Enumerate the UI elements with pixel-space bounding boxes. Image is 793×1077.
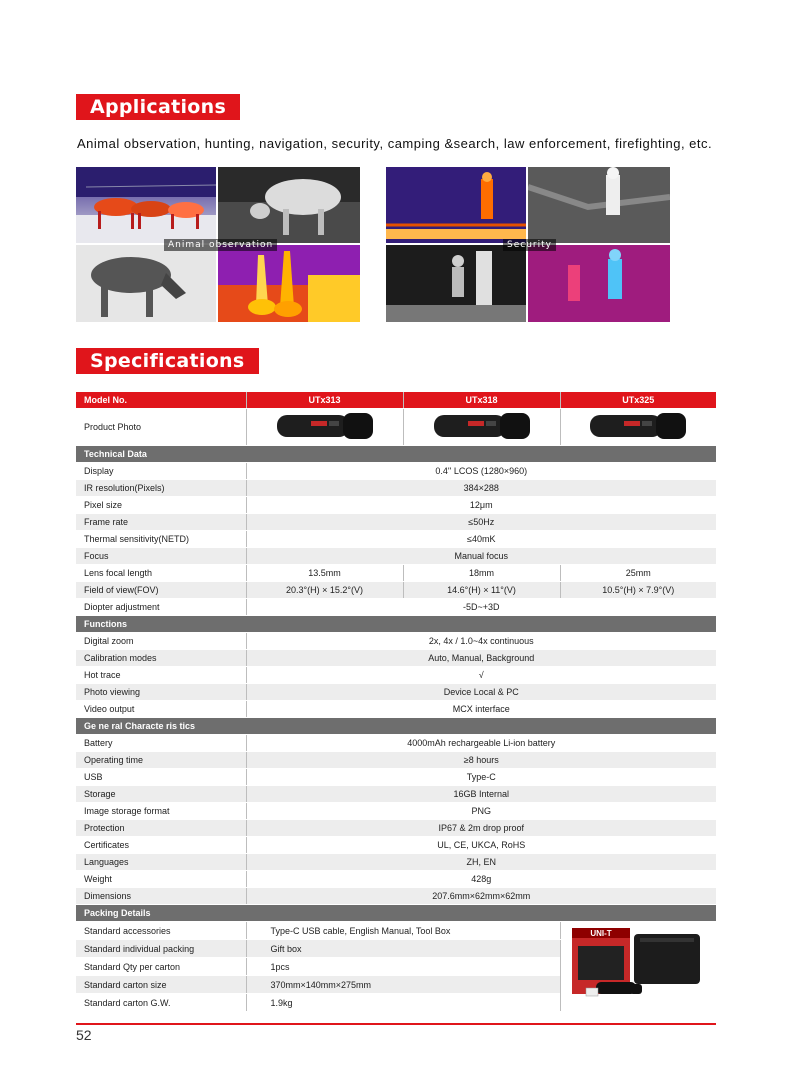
spec-label: IR resolution(Pixels) (76, 480, 246, 497)
spec-value: UL, CE, UKCA, RoHS (246, 837, 716, 854)
spec-label: Video output (76, 701, 246, 718)
spec-value: Gift box (246, 940, 560, 958)
spec-value: 13.5mm (246, 565, 403, 582)
spec-label: Dimensions (76, 888, 246, 905)
spec-label: Operating time (76, 752, 246, 769)
animal-observation-caption: Animal observation (164, 239, 277, 251)
specifications-heading: Specifications (76, 348, 259, 374)
product-photo-utx325 (560, 409, 716, 446)
animal-observation-photos (76, 167, 360, 322)
model-no-label: Model No. (76, 392, 246, 409)
spec-value: Type-C USB cable, English Manual, Tool Box (246, 922, 560, 940)
spec-value: √ (246, 667, 716, 684)
footer-divider (76, 1023, 716, 1025)
model-utx325: UTx325 (560, 392, 716, 409)
spec-label: Photo viewing (76, 684, 246, 701)
spec-value: 0.4'' LCOS (1280×960) (246, 463, 716, 480)
thermal-climber-photo (528, 167, 670, 243)
spec-value: 12μm (246, 497, 716, 514)
spec-label: Digital zoom (76, 633, 246, 650)
spec-value: 1.9kg (246, 994, 560, 1012)
spec-value: IP67 & 2m drop proof (246, 820, 716, 837)
spec-value: 25mm (560, 565, 716, 582)
spec-label: Field of view(FOV) (76, 582, 246, 599)
spec-value: PNG (246, 803, 716, 820)
packing-section: Packing Details (76, 905, 716, 922)
spec-label: Calibration modes (76, 650, 246, 667)
spec-label: Protection (76, 820, 246, 837)
spec-label: Standard carton G.W. (76, 994, 246, 1012)
applications-description: Animal observation, hunting, navigation, security, camping &search, law enforcement, firefighting, etc. (77, 136, 713, 151)
product-photo-utx313 (246, 409, 403, 446)
model-utx313: UTx313 (246, 392, 403, 409)
spec-value: 18mm (403, 565, 560, 582)
spec-label: Image storage format (76, 803, 246, 820)
product-photo-row (76, 409, 716, 446)
security-caption: Security (503, 239, 556, 251)
spec-value: Manual focus (246, 548, 716, 565)
model-utx318: UTx318 (403, 392, 560, 409)
box-brand-logo: UNI-T (590, 929, 612, 938)
technical-data-section: Technical Data (76, 446, 716, 463)
thermal-giraffe-photo (218, 245, 360, 322)
spec-value: Type-C (246, 769, 716, 786)
spec-value: 4000mAh rechargeable Li-ion battery (246, 735, 716, 752)
packing-photo (560, 922, 716, 1012)
spec-label: Battery (76, 735, 246, 752)
security-photos (386, 167, 670, 322)
spec-value: MCX interface (246, 701, 716, 718)
spec-label: Frame rate (76, 514, 246, 531)
spec-value: ≤50Hz (246, 514, 716, 531)
thermal-person-night-photo (386, 245, 526, 322)
spec-label: Standard carton size (76, 976, 246, 994)
spec-label: Pixel size (76, 497, 246, 514)
spec-value: 384×288 (246, 480, 716, 497)
spec-label: Focus (76, 548, 246, 565)
spec-value: 10.5°(H) × 7.9°(V) (560, 582, 716, 599)
spec-value: ≤40mK (246, 531, 716, 548)
spec-value: 2x, 4x / 1.0~4x continuous (246, 633, 716, 650)
functions-section: Functions (76, 616, 716, 633)
spec-value: Device Local & PC (246, 684, 716, 701)
spec-label: Display (76, 463, 246, 480)
thermal-people-photo (528, 245, 670, 322)
spec-value: ZH, EN (246, 854, 716, 871)
specifications-table (76, 392, 716, 1012)
spec-label: Storage (76, 786, 246, 803)
spec-label: Weight (76, 871, 246, 888)
spec-value: Auto, Manual, Background (246, 650, 716, 667)
spec-label: Standard Qty per carton (76, 958, 246, 976)
spec-label: Lens focal length (76, 565, 246, 582)
spec-value: 16GB Internal (246, 786, 716, 803)
general-section: Ge ne ral Characte ris tics (76, 718, 716, 735)
spec-value: 1pcs (246, 958, 560, 976)
spec-label: Hot trace (76, 667, 246, 684)
spec-label: USB (76, 769, 246, 786)
spec-label: Standard accessories (76, 922, 246, 940)
thermal-cow-photo (76, 245, 216, 322)
spec-value: 428g (246, 871, 716, 888)
spec-value: 14.6°(H) × 11°(V) (403, 582, 560, 599)
spec-label: Diopter adjustment (76, 599, 246, 616)
product-photo-utx318 (403, 409, 560, 446)
spec-label: Thermal sensitivity(NETD) (76, 531, 246, 548)
spec-label: Languages (76, 854, 246, 871)
spec-value: ≥8 hours (246, 752, 716, 769)
spec-value: 370mm×140mm×275mm (246, 976, 560, 994)
spec-value: 20.3°(H) × 15.2°(V) (246, 582, 403, 599)
thermal-sheep-photo (218, 167, 360, 243)
product-photo-label: Product Photo (76, 409, 246, 446)
page-number: 52 (76, 1027, 92, 1043)
thermal-deer-photo (76, 167, 216, 243)
thermal-fence-photo (386, 167, 526, 243)
spec-value: -5D~+3D (246, 599, 716, 616)
spec-label: Certificates (76, 837, 246, 854)
model-header-row (76, 392, 716, 409)
spec-label: Standard individual packing (76, 940, 246, 958)
spec-value: 207.6mm×62mm×62mm (246, 888, 716, 905)
applications-heading: Applications (76, 94, 240, 120)
